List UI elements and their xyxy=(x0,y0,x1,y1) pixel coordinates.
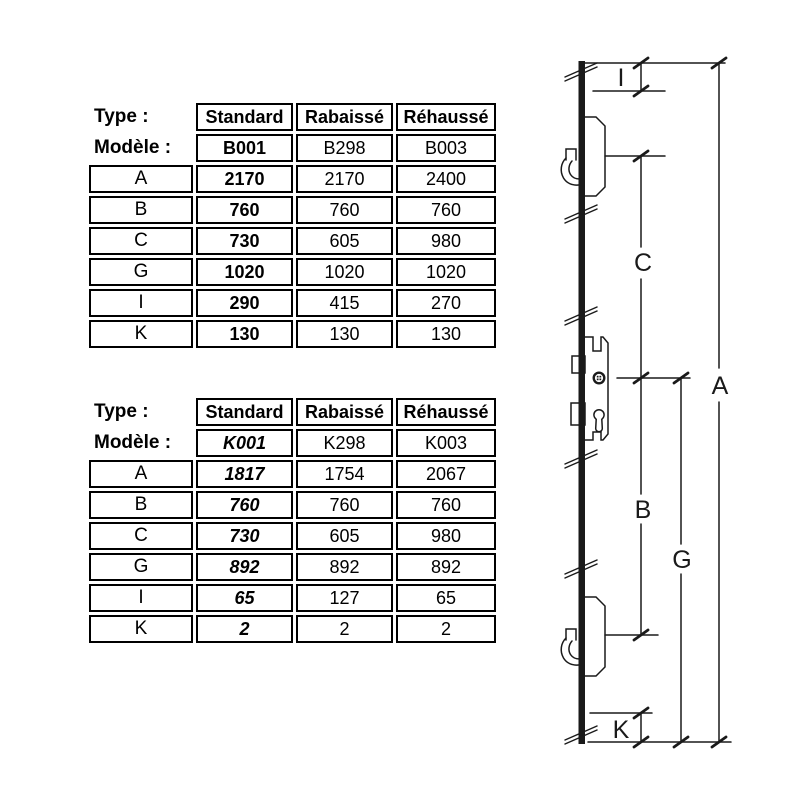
row-label-cell: A xyxy=(89,165,193,193)
dim-label-b: B xyxy=(634,496,652,524)
value-cell: 2400 xyxy=(396,165,496,193)
bottom-hook-bolt-icon xyxy=(561,629,579,665)
row-label-cell: I xyxy=(89,584,193,612)
row-label-cell: K xyxy=(89,615,193,643)
value-cell: 2067 xyxy=(396,460,496,488)
value-cell: 127 xyxy=(296,584,393,612)
column-header-rabaisse: Rabaissé xyxy=(296,398,393,426)
spindle-hub-icon xyxy=(594,373,605,384)
value-cell: 130 xyxy=(296,320,393,348)
value-cell: 980 xyxy=(396,227,496,255)
column-header-standard: Standard xyxy=(196,103,293,131)
type-label: Type : xyxy=(89,103,193,131)
dim-label-k: K xyxy=(612,716,630,744)
keyhole-icon xyxy=(594,410,604,432)
value-cell: 290 xyxy=(196,289,293,317)
dim-label-i: I xyxy=(617,64,625,92)
value-cell: 2 xyxy=(296,615,393,643)
value-cell: 2 xyxy=(396,615,496,643)
value-cell: 1020 xyxy=(396,258,496,286)
value-cell: 892 xyxy=(296,553,393,581)
value-cell: 760 xyxy=(196,491,293,519)
value-cell: 892 xyxy=(196,553,293,581)
value-cell: 2170 xyxy=(296,165,393,193)
value-cell: 730 xyxy=(196,522,293,550)
value-cell: 130 xyxy=(196,320,293,348)
value-cell: 892 xyxy=(396,553,496,581)
value-cell: 980 xyxy=(396,522,496,550)
value-cell: 760 xyxy=(296,491,393,519)
value-cell: 2 xyxy=(196,615,293,643)
value-cell: 605 xyxy=(296,522,393,550)
value-cell: 65 xyxy=(396,584,496,612)
dim-label-a: A xyxy=(711,372,729,400)
dim-label-c: C xyxy=(633,249,653,277)
value-cell: 1020 xyxy=(196,258,293,286)
dim-label-g: G xyxy=(672,546,692,574)
top-hook-bolt-icon xyxy=(561,149,579,185)
value-cell: 1817 xyxy=(196,460,293,488)
column-header-rabaisse: Rabaissé xyxy=(296,103,393,131)
column-header-rehausse: Réhaussé xyxy=(396,103,496,131)
value-cell: 2170 xyxy=(196,165,293,193)
column-header-rehausse: Réhaussé xyxy=(396,398,496,426)
model-cell: B001 xyxy=(196,134,293,162)
row-label-cell: A xyxy=(89,460,193,488)
model-label: Modèle : xyxy=(89,429,193,457)
row-label-cell: K xyxy=(89,320,193,348)
row-label-cell: I xyxy=(89,289,193,317)
model-cell: B298 xyxy=(296,134,393,162)
model-cell: K003 xyxy=(396,429,496,457)
row-label-cell: C xyxy=(89,227,193,255)
column-header-standard: Standard xyxy=(196,398,293,426)
row-label-cell: G xyxy=(89,258,193,286)
value-cell: 760 xyxy=(396,491,496,519)
model-cell: K001 xyxy=(196,429,293,457)
value-cell: 1754 xyxy=(296,460,393,488)
value-cell: 760 xyxy=(296,196,393,224)
model-cell: B003 xyxy=(396,134,496,162)
row-label-cell: B xyxy=(89,196,193,224)
type-label: Type : xyxy=(89,398,193,426)
value-cell: 65 xyxy=(196,584,293,612)
model-label: Modèle : xyxy=(89,134,193,162)
value-cell: 270 xyxy=(396,289,496,317)
top-hook-keep xyxy=(584,117,605,196)
row-label-cell: G xyxy=(89,553,193,581)
value-cell: 130 xyxy=(396,320,496,348)
dimension-ticks xyxy=(634,58,726,747)
value-cell: 730 xyxy=(196,227,293,255)
row-label-cell: C xyxy=(89,522,193,550)
bottom-hook-keep xyxy=(584,597,605,676)
value-cell: 1020 xyxy=(296,258,393,286)
model-cell: K298 xyxy=(296,429,393,457)
row-label-cell: B xyxy=(89,491,193,519)
value-cell: 760 xyxy=(396,196,496,224)
value-cell: 415 xyxy=(296,289,393,317)
value-cell: 760 xyxy=(196,196,293,224)
value-cell: 605 xyxy=(296,227,393,255)
